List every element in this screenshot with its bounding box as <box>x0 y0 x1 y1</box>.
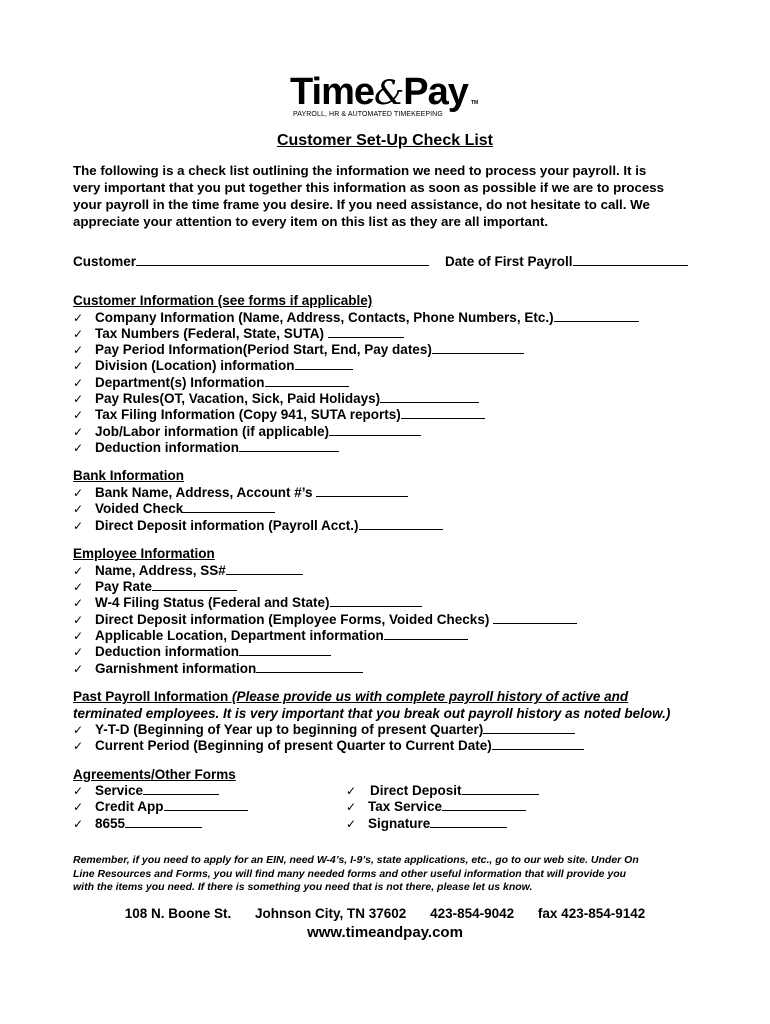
item-label: Current Period (Beginning of present Quarter to Current Date) <box>95 738 492 753</box>
checklist-item <box>73 518 443 534</box>
check-icon: ✓ <box>73 392 84 406</box>
checklist-item <box>73 595 422 611</box>
intro-line: your payroll in the time frame you desire. If you need assistance, do not hesitate to call. We <box>73 197 650 212</box>
item-blank[interactable] <box>492 738 584 750</box>
item-label: Deduction information <box>95 440 239 455</box>
check-icon: ✓ <box>73 596 84 610</box>
item-blank[interactable] <box>256 661 363 673</box>
item-label: Pay Period Information(Period Start, End, Pay dates) <box>95 342 432 357</box>
customer-info-heading: Customer Information (see forms if applicable) <box>73 293 373 308</box>
customer-field <box>73 253 429 269</box>
item-blank[interactable] <box>164 799 248 811</box>
check-icon: ✓ <box>346 800 357 814</box>
checklist-item <box>73 342 524 358</box>
checklist-item <box>73 424 421 440</box>
checklist-item <box>73 644 331 660</box>
time-and-pay-logo <box>290 72 490 122</box>
checklist-item <box>73 563 303 579</box>
footer-website-link[interactable]: www.timeandpay.com <box>307 924 463 941</box>
past-payroll-note: (Please provide us with complete payroll history of active and <box>228 689 629 704</box>
logo-ampersand: & <box>374 73 404 113</box>
page-title: Customer Set-Up Check List <box>276 132 494 149</box>
check-icon: ✓ <box>73 645 84 659</box>
checklist-item <box>73 358 353 374</box>
item-blank[interactable] <box>316 485 408 497</box>
checklist-item <box>73 391 479 407</box>
item-label: Job/Labor information (if applicable) <box>95 424 330 439</box>
item-blank[interactable] <box>432 342 524 354</box>
item-blank[interactable] <box>239 644 331 656</box>
item-label: Tax Filing Information (Copy 941, SUTA reports) <box>95 407 401 422</box>
item-blank[interactable] <box>401 407 485 419</box>
check-icon: ✓ <box>73 486 84 500</box>
item-label: Garnishment information <box>95 661 257 676</box>
check-icon: ✓ <box>73 519 84 533</box>
item-blank[interactable] <box>125 816 202 828</box>
check-icon: ✓ <box>73 359 84 373</box>
item-label: Tax Numbers (Federal, State, SUTA) <box>95 326 328 341</box>
item-label: Direct Deposit <box>370 783 462 798</box>
item-blank[interactable] <box>329 424 421 436</box>
item-blank[interactable] <box>462 783 539 795</box>
checklist-item <box>346 799 526 815</box>
check-icon: ✓ <box>73 425 84 439</box>
first-payroll-blank[interactable] <box>573 253 688 266</box>
check-icon: ✓ <box>346 817 357 831</box>
check-icon: ✓ <box>73 580 84 594</box>
check-icon: ✓ <box>73 613 84 627</box>
item-label: Name, Address, SS# <box>95 563 226 578</box>
past-payroll-heading-text: Past Payroll Information <box>73 689 229 704</box>
checklist-item <box>73 579 237 595</box>
checklist-item <box>73 816 202 832</box>
item-blank[interactable] <box>554 310 639 322</box>
remember-note <box>73 854 703 895</box>
item-label: Bank Name, Address, Account #’s <box>95 485 317 500</box>
checklist-item <box>73 375 349 391</box>
footer-street: 108 N. Boone St. <box>124 906 232 921</box>
intro-paragraph <box>73 162 703 230</box>
remember-line: Line Resources and Forms, you will find many needed forms and other useful information that will provide you <box>73 867 627 880</box>
check-icon: ✓ <box>73 739 84 753</box>
footer-city: Johnson City, TN 37602 <box>255 906 407 921</box>
check-icon: ✓ <box>73 327 84 341</box>
item-label: Service <box>95 783 144 798</box>
checklist-item <box>73 501 275 517</box>
item-blank[interactable] <box>239 440 339 452</box>
item-label: W-4 Filing Status (Federal and State) <box>95 595 330 610</box>
check-icon: ✓ <box>73 817 84 831</box>
check-icon: ✓ <box>73 662 84 676</box>
item-blank[interactable] <box>330 595 422 607</box>
checklist-item <box>346 816 507 832</box>
check-icon: ✓ <box>73 564 84 578</box>
intro-line: The following is a check list outlining the information we need to process your payroll. It is <box>73 163 647 178</box>
checklist-item <box>73 485 408 501</box>
item-label: Credit App <box>95 799 164 814</box>
footer-address <box>0 906 770 921</box>
item-blank[interactable] <box>328 326 404 338</box>
check-icon: ✓ <box>73 502 84 516</box>
item-blank[interactable] <box>380 391 479 403</box>
check-icon: ✓ <box>73 311 84 325</box>
checklist-item <box>73 738 584 754</box>
item-blank[interactable] <box>295 358 353 370</box>
checklist-item <box>73 310 639 326</box>
check-icon: ✓ <box>73 784 84 798</box>
check-icon: ✓ <box>73 723 84 737</box>
bank-info-heading: Bank Information <box>73 468 185 483</box>
remember-line: Remember, if you need to apply for an EIN, need W-4’s, I-9’s, state applications, etc., go to our web site. Under On <box>73 854 639 866</box>
item-label: Deduction information <box>95 644 239 659</box>
item-blank[interactable] <box>493 612 577 624</box>
footer-fax: fax 423-854-9142 <box>537 906 646 921</box>
item-blank[interactable] <box>442 799 526 811</box>
item-blank[interactable] <box>359 518 443 530</box>
checklist-item <box>346 783 539 799</box>
item-label: 8655 <box>95 816 126 831</box>
logo-trademark: TM <box>471 100 479 106</box>
item-label: Direct Deposit information (Payroll Acct.) <box>95 518 359 533</box>
employee-info-heading: Employee Information <box>73 546 215 561</box>
item-blank[interactable] <box>183 501 275 513</box>
check-icon: ✓ <box>73 343 84 357</box>
item-blank[interactable] <box>152 579 237 591</box>
logo-word-time: Time <box>290 71 375 113</box>
intro-line: appreciate your attention to every item on this list as they are all important. <box>73 214 549 229</box>
checklist-item <box>73 628 468 644</box>
item-label: Applicable Location, Department information <box>95 628 384 643</box>
remember-line: with the items you need. If there is something you need that is not there, please let us know. <box>73 881 533 893</box>
item-label: Department(s) Information <box>95 375 265 390</box>
item-label: Direct Deposit information (Employee Forms, Voided Checks) <box>95 612 494 627</box>
item-blank[interactable] <box>384 628 468 640</box>
footer-phone: 423-854-9042 <box>430 906 515 921</box>
check-icon: ✓ <box>73 408 84 422</box>
check-icon: ✓ <box>346 784 357 798</box>
checklist-item <box>73 783 219 799</box>
item-label: Y-T-D (Beginning of Year up to beginning of present Quarter) <box>95 722 484 737</box>
item-blank[interactable] <box>483 722 575 734</box>
customer-label: Customer <box>73 254 137 269</box>
item-label: Pay Rules(OT, Vacation, Sick, Paid Holidays) <box>95 391 381 406</box>
item-blank[interactable] <box>430 816 507 828</box>
item-label: Voided Check <box>95 501 184 516</box>
item-label: Signature <box>368 816 431 831</box>
item-label: Tax Service <box>368 799 443 814</box>
past-payroll-note-line2: terminated employees. It is very important that you break out payroll history as noted below.) <box>73 706 671 721</box>
item-label: Company Information (Name, Address, Contacts, Phone Numbers, Etc.) <box>95 310 554 325</box>
past-payroll-heading <box>73 689 628 704</box>
checklist-item <box>73 661 363 677</box>
item-blank[interactable] <box>265 375 349 387</box>
check-icon: ✓ <box>73 629 84 643</box>
checklist-item <box>73 799 248 815</box>
check-icon: ✓ <box>73 376 84 390</box>
checklist-item <box>73 326 404 342</box>
item-blank[interactable] <box>226 563 303 575</box>
first-payroll-field <box>445 253 688 269</box>
checklist-item <box>73 722 575 738</box>
check-icon: ✓ <box>73 800 84 814</box>
checklist-item <box>73 440 339 456</box>
checklist-item <box>73 407 485 423</box>
item-label: Pay Rate <box>95 579 153 594</box>
first-payroll-label: Date of First Payroll <box>445 254 573 269</box>
logo-word-pay: Pay <box>403 71 468 113</box>
agreements-heading: Agreements/Other Forms <box>73 767 236 782</box>
item-label: Division (Location) information <box>95 358 295 373</box>
logo-wordmark <box>290 72 468 113</box>
checklist-item <box>73 612 577 628</box>
logo-tagline: PAYROLL, HR & AUTOMATED TIMEKEEPING <box>293 111 443 118</box>
item-blank[interactable] <box>143 783 219 795</box>
customer-blank[interactable] <box>136 253 429 266</box>
intro-line: very important that you put together this information as soon as possible if we are to process <box>73 180 665 195</box>
check-icon: ✓ <box>73 441 84 455</box>
